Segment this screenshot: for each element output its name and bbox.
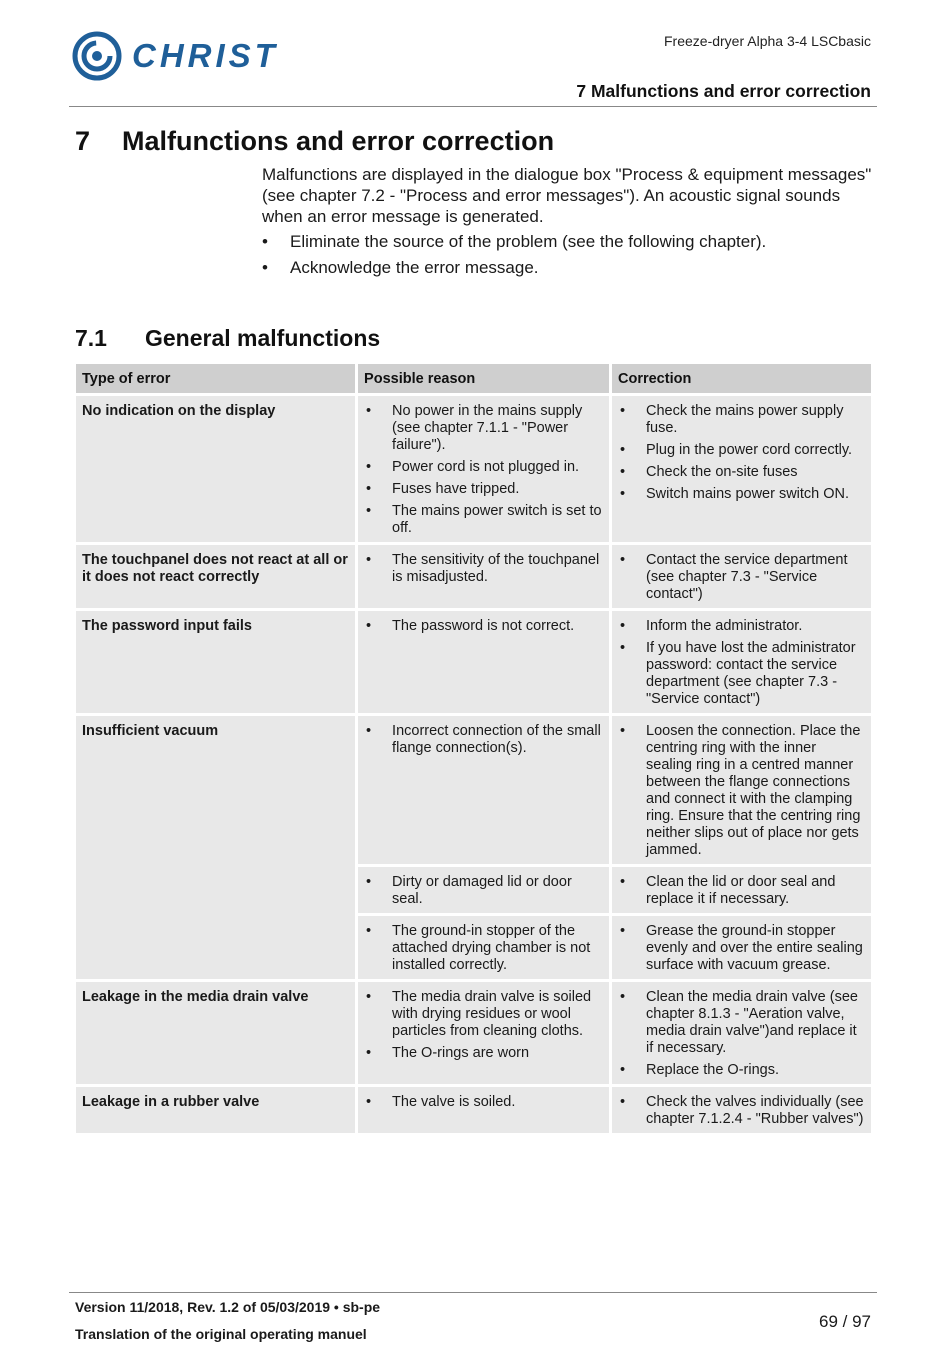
footer-version: Version 11/2018, Rev. 1.2 of 05/03/2019 • sb-pe	[75, 1299, 381, 1315]
footer-divider	[69, 1292, 877, 1293]
reason-item: • The valve is soiled.	[364, 1094, 603, 1111]
error-type-cell: Leakage in a rubber valve	[76, 1087, 355, 1133]
correction-item: • Clean the media drain valve (see chapter 8.1.3 - "Aeration valve, media drain valve")and replace it if necessary.	[618, 989, 865, 1057]
correction-item: • Inform the administrator.	[618, 618, 865, 635]
reason-cell	[358, 982, 609, 1084]
christ-logo-icon	[72, 31, 122, 81]
table-header-row	[76, 364, 871, 393]
correction-item: • Replace the O-rings.	[618, 1062, 865, 1079]
subsection-heading	[75, 325, 380, 352]
reason-item: • Incorrect connection of the small flange connection(s).	[364, 723, 603, 757]
correction-cell	[612, 545, 871, 608]
reason-cell	[358, 611, 609, 713]
section-number: 7	[75, 126, 91, 156]
correction-item: • Plug in the power cord correctly.	[618, 442, 865, 459]
correction-item: • Loosen the connection. Place the centring ring with the inner sealing ring in a centred manner between the flange connections and connect it with the clamping ring. Ensure that the centring ring neither slips out of place nor gets jammed.	[618, 723, 865, 859]
reason-cell	[358, 545, 609, 608]
page-number: 69 / 97	[819, 1312, 871, 1331]
reason-item: • The mains power switch is set to off.	[364, 503, 603, 537]
section-intro	[262, 164, 872, 283]
christ-logo	[72, 30, 279, 82]
reason-item: • Power cord is not plugged in.	[364, 459, 603, 476]
reason-item: • The ground-in stopper of the attached drying chamber is not installed correctly.	[364, 923, 603, 974]
footer-translation-note: Translation of the original operating manuel	[75, 1326, 367, 1342]
correction-item: • If you have lost the administrator password: contact the service department (see chapter 7.3 - "Service contact")	[618, 640, 865, 708]
reason-cell	[358, 716, 609, 864]
error-type-cell: Insufficient vacuum	[76, 716, 355, 979]
logo-wordmark: CHRIST	[132, 37, 279, 74]
correction-item: • Check the valves individually (see chapter 7.1.2.4 - "Rubber valves")	[618, 1094, 865, 1128]
reason-item: • The media drain valve is soiled with drying residues or wool particles from cleaning cloths.	[364, 989, 603, 1040]
header-divider	[69, 106, 877, 107]
correction-cell	[612, 1087, 871, 1133]
correction-item: • Switch mains power switch ON.	[618, 486, 865, 503]
correction-cell	[612, 396, 871, 542]
subsection-number: 7.1	[75, 325, 107, 351]
subsection-title: General malfunctions	[145, 325, 381, 351]
intro-bullet: • Eliminate the source of the problem (see the following chapter).	[262, 231, 872, 252]
reason-cell	[358, 396, 609, 542]
table-row	[76, 982, 871, 1084]
correction-item: • Contact the service department (see chapter 7.3 - "Service contact")	[618, 552, 865, 603]
reason-item: • The password is not correct.	[364, 618, 603, 635]
correction-item: • Clean the lid or door seal and replace it if necessary.	[618, 874, 865, 908]
error-type-cell: The password input fails	[76, 611, 355, 713]
reason-item: • Fuses have tripped.	[364, 481, 603, 498]
reason-cell	[358, 1087, 609, 1133]
intro-bullets	[262, 231, 872, 278]
section-heading	[75, 126, 554, 157]
table-row	[76, 545, 871, 608]
correction-cell	[612, 611, 871, 713]
malfunctions-table	[73, 361, 874, 1136]
error-type-cell: The touchpanel does not react at all or it does not react correctly	[76, 545, 355, 608]
error-type-cell: Leakage in the media drain valve	[76, 982, 355, 1084]
reason-item: • No power in the mains supply (see chapter 7.1.1 - "Power failure").	[364, 403, 603, 454]
header-possible-reason: Possible reason	[358, 364, 609, 393]
correction-cell	[612, 982, 871, 1084]
table-row	[76, 1087, 871, 1133]
table-row	[76, 611, 871, 713]
correction-item: • Check the mains power supply fuse.	[618, 403, 865, 437]
table-row	[76, 396, 871, 542]
section-title: Malfunctions and error correction	[122, 126, 555, 156]
error-type-cell: No indication on the display	[76, 396, 355, 542]
running-chapter-heading: 7 Malfunctions and error correction	[576, 81, 871, 101]
table-row	[76, 716, 871, 864]
intro-paragraph: Malfunctions are displayed in the dialogue box "Process & equipment messages" (see chapter 7.2 - "Process and error messages"). An acoustic signal sounds when an error message is generated.	[262, 165, 872, 226]
reason-cell	[358, 867, 609, 913]
reason-item: • The O-rings are worn	[364, 1045, 603, 1062]
correction-cell	[612, 867, 871, 913]
reason-item: • Dirty or damaged lid or door seal.	[364, 874, 603, 908]
document-title: Freeze-dryer Alpha 3-4 LSCbasic	[664, 33, 871, 49]
intro-bullet: • Acknowledge the error message.	[262, 257, 872, 278]
correction-item: • Grease the ground-in stopper evenly and over the entire sealing surface with vacuum grease.	[618, 923, 865, 974]
correction-cell	[612, 716, 871, 864]
correction-item: • Check the on-site fuses	[618, 464, 865, 481]
correction-cell	[612, 916, 871, 979]
header-correction: Correction	[612, 364, 871, 393]
reason-item: • The sensitivity of the touchpanel is misadjusted.	[364, 552, 603, 586]
header-type-of-error: Type of error	[76, 364, 355, 393]
reason-cell	[358, 916, 609, 979]
